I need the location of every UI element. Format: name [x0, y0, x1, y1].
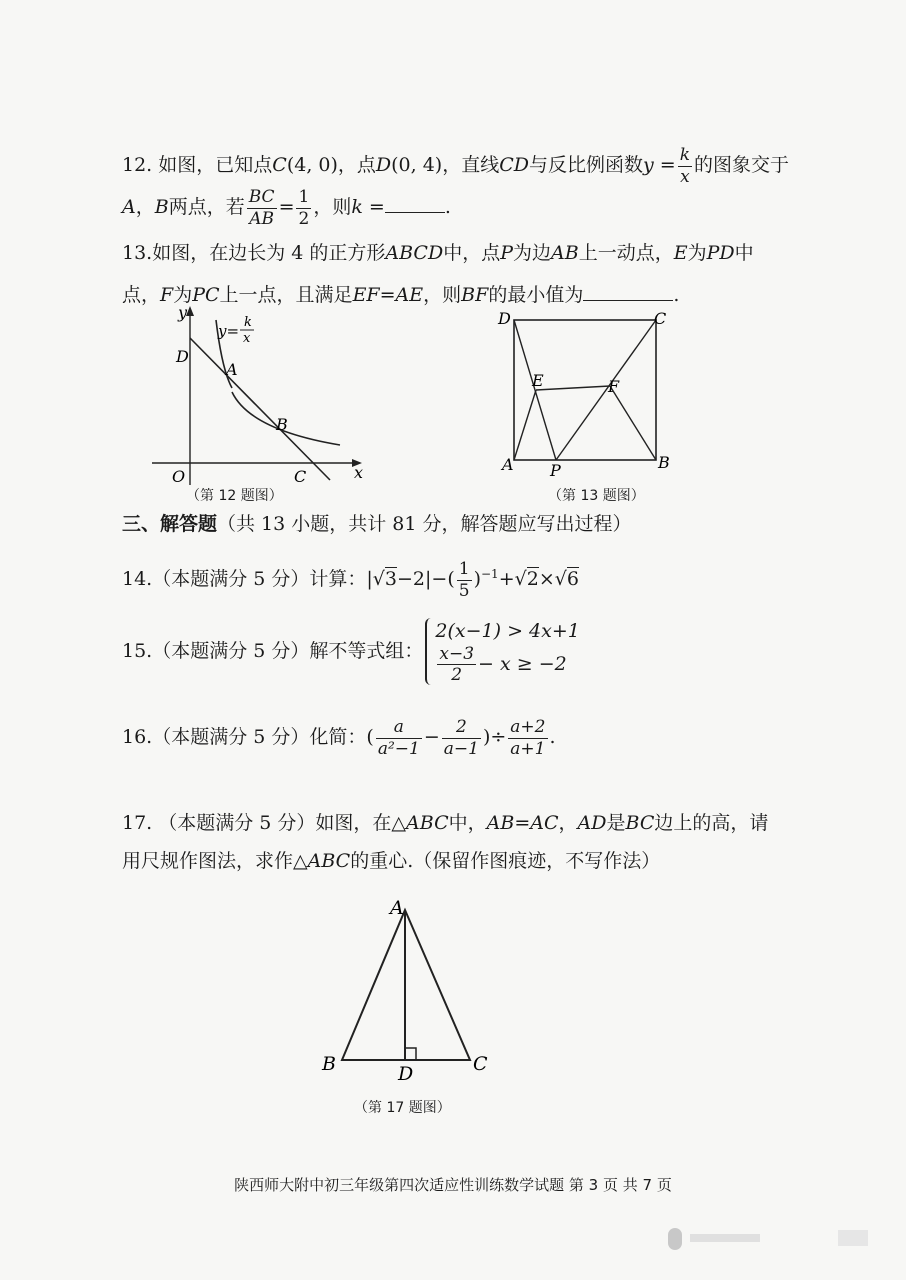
fig17-label-c: C [473, 1053, 488, 1075]
q13-p: P [500, 242, 514, 264]
q15-ineq2-num: x−3 [439, 643, 475, 664]
q12-sep: ， [135, 196, 155, 219]
fig13-label-e: E [532, 371, 544, 390]
q12-half-den: 2 [298, 208, 310, 229]
fig12-label-a: A [226, 360, 238, 379]
q14-frac-num: 1 [458, 559, 470, 579]
q12-d: D [375, 154, 392, 177]
q15-line [122, 618, 580, 685]
q14-sqrt6: √6 [554, 568, 579, 591]
corner-watermark-graphic [668, 1224, 878, 1254]
q15-system [425, 618, 579, 685]
q16-minus: − [423, 726, 440, 749]
q12-d-coord: (0, 4)，直线 [391, 154, 500, 177]
q14-plus: + [498, 568, 515, 591]
q13-answer-blank[interactable] [583, 284, 673, 301]
q12-k: k [679, 145, 691, 165]
q12-b: B [154, 196, 169, 219]
watermark-bar-3 [838, 1230, 868, 1246]
q16-f3-num: a+2 [510, 717, 546, 737]
q17-abc2: ABC [307, 850, 351, 872]
fig13-seg-pc [556, 320, 656, 460]
section3-desc: （共 13 小题，共计 81 分，解答题应写出过程） [217, 513, 632, 535]
q17-ad: AD [577, 812, 607, 834]
q13-e: E [673, 242, 688, 264]
figure-13 [490, 300, 690, 480]
q13-pd: PD [706, 242, 735, 264]
fig17-label-d: D [398, 1063, 414, 1085]
q12-c-coord: (4, 0)，点 [286, 154, 376, 177]
q17-text5: 边上的高，请 [654, 812, 769, 834]
q13-text: 13.如图，在边长为 4 的正方形 [122, 242, 386, 264]
q13-text7: 点， [122, 284, 161, 306]
watermark-bar-2 [690, 1234, 760, 1242]
q17-line1 [122, 814, 768, 833]
figure-12 [140, 300, 380, 490]
page-footer: 陕西师大附中初三年级第四次适应性训练数学试题 第 3 页 共 7 页 [234, 1176, 672, 1194]
q14-exp: −1 [481, 566, 499, 581]
fig13-seg-ef [536, 386, 610, 390]
q16-f1-num: a [376, 718, 422, 739]
q17-text4: 是 [606, 812, 626, 834]
fig13-seg-bf [610, 386, 656, 460]
q12-k-eq: k = [351, 196, 385, 219]
q15-prefix: 15.（本题满分 5 分）解不等式组： [122, 639, 424, 662]
q12-text2: 与反比例函数 [529, 154, 644, 177]
q13-text3: 为边 [513, 242, 552, 264]
q15-ineq2-frac [437, 645, 476, 685]
q14-prefix: 14.（本题满分 5 分）计算： [122, 568, 367, 591]
q13-f: F [160, 284, 174, 306]
q13-text9: 上一点，且满足 [219, 284, 353, 306]
q12-bc: BC [248, 187, 275, 207]
q17-text6: 用尺规作图法，求作△ [122, 850, 308, 872]
q12-line1 [122, 146, 789, 186]
q16-f2-den: a−1 [443, 738, 479, 759]
q14-sqrt3: √3 [372, 568, 397, 591]
fig12-formula-x: x [243, 331, 251, 346]
q16-f2-num: 2 [442, 718, 481, 739]
q13-line1 [122, 244, 754, 263]
q16-prefix: 16.（本题满分 5 分）化简： [122, 726, 367, 749]
q16-close: )÷ [482, 726, 507, 749]
q12-a: A [122, 196, 136, 219]
q17-text: 17. （本题满分 5 分）如图，在△ [122, 812, 407, 834]
q16-frac1 [376, 718, 422, 758]
q16-frac3 [508, 718, 547, 758]
q13-efae: EF=AE [352, 284, 424, 306]
q14-times: × [538, 568, 555, 591]
figure-17 [310, 890, 510, 1090]
q16-end: . [549, 726, 556, 749]
q13-text10: ，则 [423, 284, 462, 306]
q14-line [122, 560, 579, 600]
q16-f1-den: a²−1 [377, 738, 420, 759]
q12-k-over-x [678, 146, 692, 186]
q14-abs-open: | [366, 568, 373, 591]
fig17-caption: （第 17 题图） [354, 1100, 451, 1116]
fig12-label-c: C [294, 467, 307, 486]
fig12-y-arrow [186, 306, 194, 316]
q16-line [122, 718, 556, 758]
q13-text11: 的最小值为 [488, 284, 584, 306]
fig12-label-y: y [178, 303, 188, 322]
fig13-label-p: P [550, 461, 561, 480]
watermark-bar-1 [668, 1228, 682, 1250]
q13-text5: 为 [687, 242, 707, 264]
q17-text3: ， [558, 812, 578, 834]
q14-sqrt2: √2 [514, 568, 539, 591]
q13-end: . [673, 284, 680, 306]
fig12-label-d: D [176, 347, 189, 366]
q15-ineq2-den: 2 [451, 665, 463, 686]
q12-eq: = [278, 196, 295, 219]
fig13-label-b: B [658, 453, 670, 472]
section3-heading [122, 515, 632, 534]
fig12-label-b: B [276, 415, 288, 434]
q15-ineq2-rest: − x ≥ −2 [478, 652, 567, 675]
q16-open: ( [366, 726, 374, 749]
q12-text: 12. 如图，已知点 [122, 154, 273, 177]
q14-sqrt6-value: 6 [566, 568, 579, 591]
q12-text5: ，则 [313, 196, 352, 219]
q12-text4: 两点，若 [168, 196, 245, 219]
q14-pow: ) [473, 568, 481, 591]
q17-text7: 的重心.（保留作图痕迹，不写作法） [350, 850, 661, 872]
q14-minus2: −2|−( [397, 568, 455, 591]
fig13-label-a: A [502, 455, 514, 474]
q12-half-num: 1 [298, 187, 310, 207]
q17-line2 [122, 852, 660, 871]
q13-text8: 为 [173, 284, 193, 306]
fig12-formula-y: y= [218, 322, 240, 340]
fig17-label-a: A [390, 897, 404, 919]
q12-half [296, 188, 311, 228]
fig12-line-cd [190, 338, 330, 480]
q14-one-fifth [457, 560, 472, 600]
q13-text2: 中，点 [443, 242, 501, 264]
q17-abc: ABC [406, 812, 449, 834]
q12-line2 [122, 188, 451, 228]
fig13-caption: （第 13 题图） [548, 488, 645, 504]
q13-bf: BF [461, 284, 489, 306]
fig13-seg-ae [514, 390, 536, 460]
q12-end: . [444, 196, 451, 219]
fig13-label-f: F [608, 377, 620, 396]
fig13-label-c: C [654, 309, 667, 328]
q12-cd: CD [499, 154, 530, 177]
q14-sqrt3-value: 3 [384, 568, 397, 591]
q14-frac-den: 5 [458, 580, 470, 601]
q12-y: y = [643, 154, 676, 177]
q13-abcd: ABCD [385, 242, 444, 264]
fig17-label-b: B [322, 1053, 336, 1075]
q17-bc: BC [625, 812, 655, 834]
fig12-caption: （第 12 题图） [186, 488, 283, 504]
section3-title: 三、解答题 [122, 513, 218, 535]
q14-sqrt2-value: 2 [526, 568, 539, 591]
q12-c: C [272, 154, 287, 177]
fig12-label-x: x [354, 463, 364, 482]
q15-ineq1: 2(x−1) > 4x+1 [435, 620, 580, 642]
q12-answer-blank[interactable] [385, 196, 445, 213]
fig17-right-angle-mark [405, 1048, 416, 1060]
q12-text3: 的图象交于 [694, 154, 790, 177]
q13-ab: AB [551, 242, 579, 264]
fig12-formula-k: k [244, 315, 252, 330]
q17-text2: 中， [448, 812, 487, 834]
q15-ineq2 [435, 645, 579, 685]
q13-pc: PC [192, 284, 220, 306]
fig12-label-o: O [172, 467, 186, 486]
q12-bc-over-ab [247, 188, 277, 228]
q13-text6: 中 [734, 242, 754, 264]
q12-x: x [680, 166, 690, 187]
q17-abac: AB=AC [486, 812, 559, 834]
q16-frac2 [442, 718, 481, 758]
q12-ab: AB [249, 208, 275, 229]
fig13-label-d: D [498, 309, 511, 328]
q13-text4: 上一动点， [578, 242, 674, 264]
q16-f3-den: a+1 [510, 738, 546, 759]
